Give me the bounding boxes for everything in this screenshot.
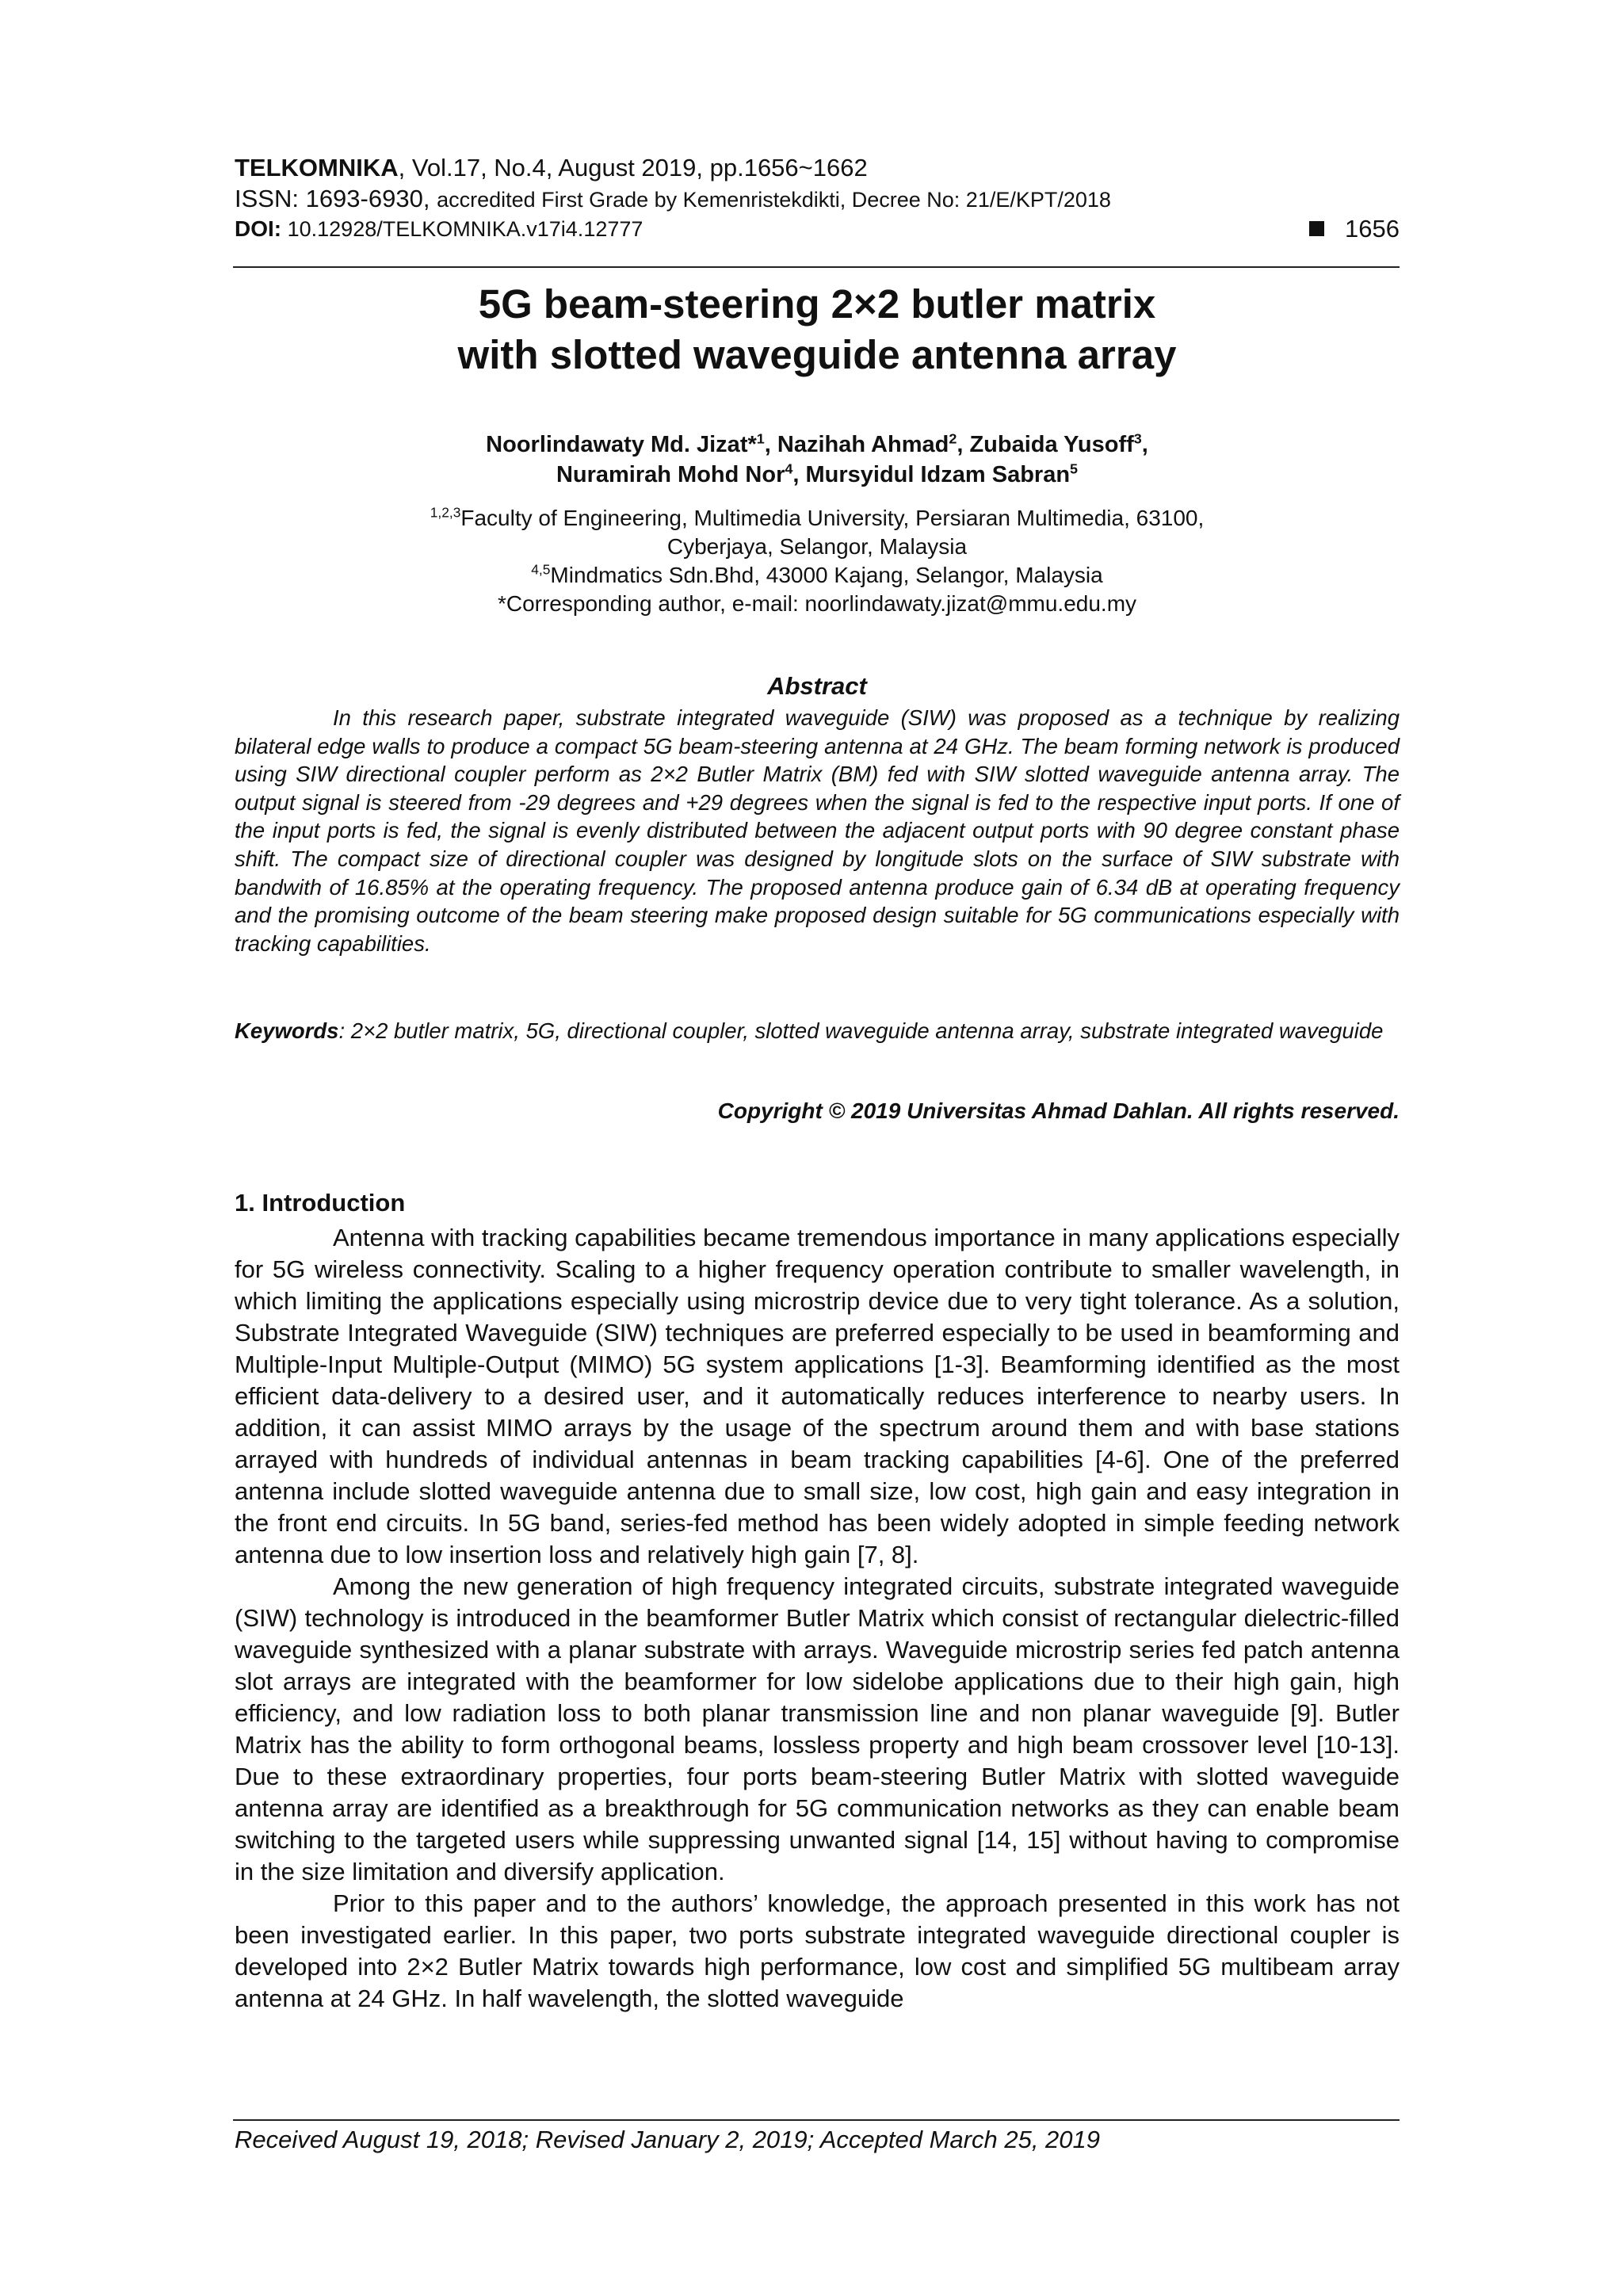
keywords xyxy=(235,1017,1400,1045)
page-number-text: 1656 xyxy=(1345,215,1400,243)
doi-line xyxy=(235,215,1400,243)
author-line-1-comma: , xyxy=(1141,432,1148,457)
title-line-2: with slotted waveguide antenna array xyxy=(457,332,1177,377)
doi-value: 10.12928/TELKOMNIKA.v17i4.12777 xyxy=(281,217,643,241)
author-2-sup: 2 xyxy=(949,430,957,447)
affiliation-2-text: Mindmatics Sdn.Bhd, 43000 Kajang, Selangor, Malaysia xyxy=(550,563,1103,587)
keywords-text: : 2×2 butler matrix, 5G, directional coupler, slotted waveguide antenna array, substrate integrated waveguide xyxy=(338,1018,1384,1043)
issn-label: ISSN: 1693-6930, xyxy=(235,185,437,212)
issn-accreditation: accredited First Grade by Kemenristekdikti, Decree No: 21/E/KPT/2018 xyxy=(437,188,1111,212)
author-1: Noorlindawaty Md. Jizat* xyxy=(486,432,757,457)
affiliation-1-sup: 1,2,3 xyxy=(430,504,461,521)
author-list xyxy=(235,430,1400,490)
keywords-label: Keywords xyxy=(235,1018,339,1043)
paper-title xyxy=(235,279,1400,380)
running-header xyxy=(235,152,1400,243)
journal-name: TELKOMNIKA xyxy=(235,154,399,181)
title-line-1: 5G beam-steering 2×2 butler matrix xyxy=(478,281,1156,327)
paragraph-1: Antenna with tracking capabilities became tremendous importance in many applications especially for 5G wireless connectivity. Scaling to a higher frequency operation contribute to smaller wavelength, in which limiting the applications especially using microstrip device due to very tight tolerance. As a solution, Substrate Integrated Waveguide (SIW) techniques are preferred especially to be used in beamforming and Multiple-Input Multiple-Output (MIMO) 5G system applications [1-3]. Beamforming identified as the most efficient data-delivery to a desired user, and it automatically reduces interference to nearby users. In addition, it can assist MIMO arrays by the usage of the spectrum around them and with base stations arrayed with hundreds of individual antennas in beam tracking capabilities [4-6]. One of the preferred antenna include slotted waveguide antenna due to small size, low cost, high gain and easy integration in the front end circuits. In 5G band, series-fed method has been widely adopted in simple feeding network antenna due to low insertion loss and relatively high gain [7, 8]. xyxy=(235,1224,1400,1568)
affiliation-2-sup: 4,5 xyxy=(531,561,551,578)
header-rule xyxy=(233,266,1400,268)
copyright-notice: Copyright © 2019 Universitas Ahmad Dahlan. All rights reserved. xyxy=(717,1098,1400,1123)
author-4-sup: 4 xyxy=(785,460,793,477)
received-dates: Received August 19, 2018; Revised January 2, 2019; Accepted March 25, 2019 xyxy=(235,2126,1101,2153)
doi-label: DOI: xyxy=(235,216,282,241)
affiliation-2 xyxy=(235,561,1400,590)
paragraph-3: Prior to this paper and to the authors’ knowledge, the approach presented in this work has not been investigated earlier. In this paper, two ports substrate integrated waveguide directional coupler is developed into 2×2 Butler Matrix towards high performance, low cost and simplified 5G multibeam array antenna at 24 GHz. In half wavelength, the slotted waveguide xyxy=(235,1889,1400,2012)
affiliations xyxy=(235,504,1400,618)
affiliation-1-text: Faculty of Engineering, Multimedia University, Persiaran Multimedia, 63100, xyxy=(460,506,1205,530)
footer-rule xyxy=(233,2119,1400,2121)
abstract-text: In this research paper, substrate integrated waveguide (SIW) was proposed as a technique by realizing bilateral edge walls to produce a compact 5G beam-steering antenna at 24 GHz. The beam forming network is produced using SIW directional coupler perform as 2×2 Butler Matrix (BM) fed with SIW slotted waveguide antenna array. The output signal is steered from -29 degrees and +29 degrees when the signal is fed to the respective input ports. If one of the input ports is fed, the signal is evenly distributed between the adjacent output ports with 90 degree constant phase shift. The compact size of directional coupler was designed by longitude slots on the surface of SIW substrate with bandwith of 16.85% at the operating frequency. The proposed antenna produce gain of 6.34 dB at operating frequency and the promising outcome of the beam steering make proposed design suitable for 5G communications especially with tracking capabilities. xyxy=(235,705,1400,956)
affiliation-1-line-2: Cyberjaya, Selangor, Malaysia xyxy=(666,534,968,559)
page-number xyxy=(1309,215,1400,243)
affiliation-1-line-1 xyxy=(235,504,1400,533)
author-4: Nuramirah Mohd Nor xyxy=(556,462,785,487)
journal-citation xyxy=(235,152,1400,184)
square-bullet-icon xyxy=(1309,221,1324,236)
citation-text: , Vol.17, No.4, August 2019, pp.1656~1662 xyxy=(398,154,868,181)
author-3: , Zubaida Yusoff xyxy=(957,432,1134,457)
paragraph-2: Among the new generation of high frequency integrated circuits, substrate integrated waveguide (SIW) technology is introduced in the beamformer Butler Matrix which consist of rectangular dielectric-filled waveguide synthesized with a planar substrate with arrays. Waveguide microstrip series fed patch antenna slot arrays are integrated with the beamformer for low sidelobe applications due to their high gain, high efficiency, and low radiation loss to both planar transmission line and non planar waveguide [9]. Butler Matrix has the ability to form orthogonal beams, lossless property and high beam crossover level [10-13]. Due to these extraordinary properties, four ports beam-steering Butler Matrix with slotted waveguide antenna array are identified as a breakthrough for 5G communication networks as they can enable beam switching to the targeted users while suppressing unwanted signal [14, 15] without having to compromise in the size limitation and diversify application. xyxy=(235,1572,1400,1885)
author-line-2 xyxy=(235,460,1400,490)
issn-line xyxy=(235,184,1400,215)
author-3-sup: 3 xyxy=(1133,430,1142,447)
introduction-body xyxy=(235,1222,1400,2015)
author-5-sup: 5 xyxy=(1070,460,1079,477)
abstract-heading: Abstract xyxy=(767,672,867,700)
author-1-sup: 1 xyxy=(756,430,765,447)
author-line-1 xyxy=(235,430,1400,460)
author-5: , Mursyidul Idzam Sabran xyxy=(792,462,1071,487)
corresponding-author: *Corresponding author, e-mail: noorlindawaty.jizat@mmu.edu.my xyxy=(497,591,1137,616)
section-heading-introduction: 1. Introduction xyxy=(235,1189,406,1217)
author-2: , Nazihah Ahmad xyxy=(764,432,949,457)
